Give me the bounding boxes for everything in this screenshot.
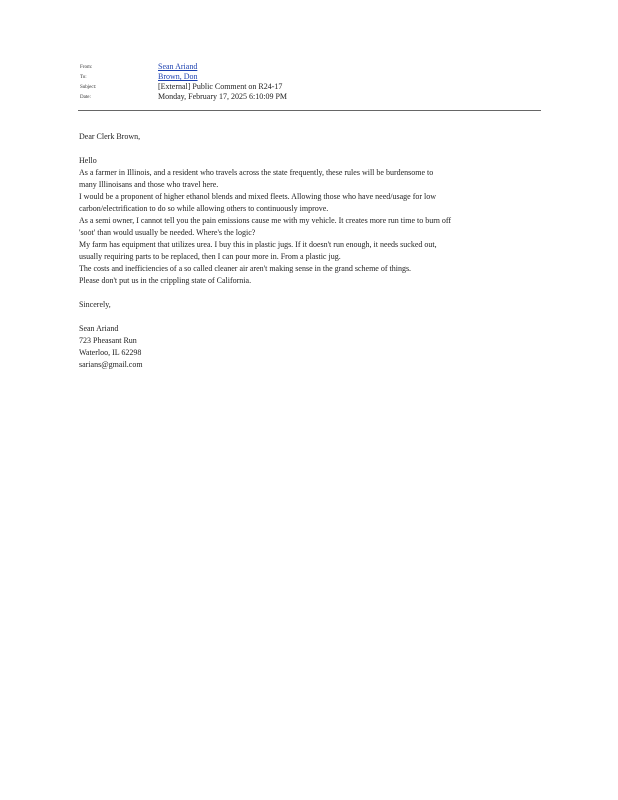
body-line: many Illinoisans and those who travel here. [79, 180, 219, 189]
body-line: 'soot' than would usually be needed. Where's the logic? [79, 228, 256, 237]
body-line: As a semi owner, I cannot tell you the pain emissions cause me with my vehicle. It creates more run time to burn off [79, 216, 452, 225]
body-line: Please don't put us in the crippling state of California. [79, 276, 252, 285]
body-line: My farm has equipment that utilizes urea. I buy this in plastic jugs. If it doesn't run enough, it needs sucked out, [79, 240, 437, 249]
from-link[interactable]: Sean Ariand [158, 62, 198, 71]
to-link[interactable]: Brown, Don [158, 72, 198, 81]
subject-value: [External] Public Comment on R24-17 [158, 82, 283, 91]
salutation: Dear Clerk Brown, [79, 132, 141, 141]
date-label: Date: [80, 95, 91, 100]
date-value: Monday, February 17, 2025 6:10:09 PM [158, 92, 288, 101]
email-body [79, 131, 539, 371]
subject-label: Subject: [80, 85, 97, 90]
body-line: usually requiring parts to be replaced, then I can pour more in. From a plastic jug. [79, 252, 341, 261]
signature-city: Waterloo, IL 62298 [79, 348, 142, 357]
to-label: To: [80, 75, 87, 80]
signature-email: sarians@gmail.com [79, 360, 143, 369]
body-line: carbon/electrification to do so while allowing others to continuously improve. [79, 204, 329, 213]
signature-name: Sean Ariand [79, 324, 119, 333]
body-line: The costs and inefficiencies of a so called cleaner air aren't making sense in the grand scheme of things. [79, 264, 412, 273]
header-divider [78, 110, 541, 111]
body-line: I would be a proponent of higher ethanol blends and mixed fleets. Allowing those who have need/usage for low [79, 192, 437, 201]
greeting: Hello [79, 156, 97, 165]
from-label: From: [80, 65, 93, 70]
body-line: As a farmer in Illinois, and a resident who travels across the state frequently, these rules will be burdensome to [79, 168, 434, 177]
signature-address: 723 Pheasant Run [79, 336, 137, 345]
closing: Sincerely, [79, 300, 111, 309]
